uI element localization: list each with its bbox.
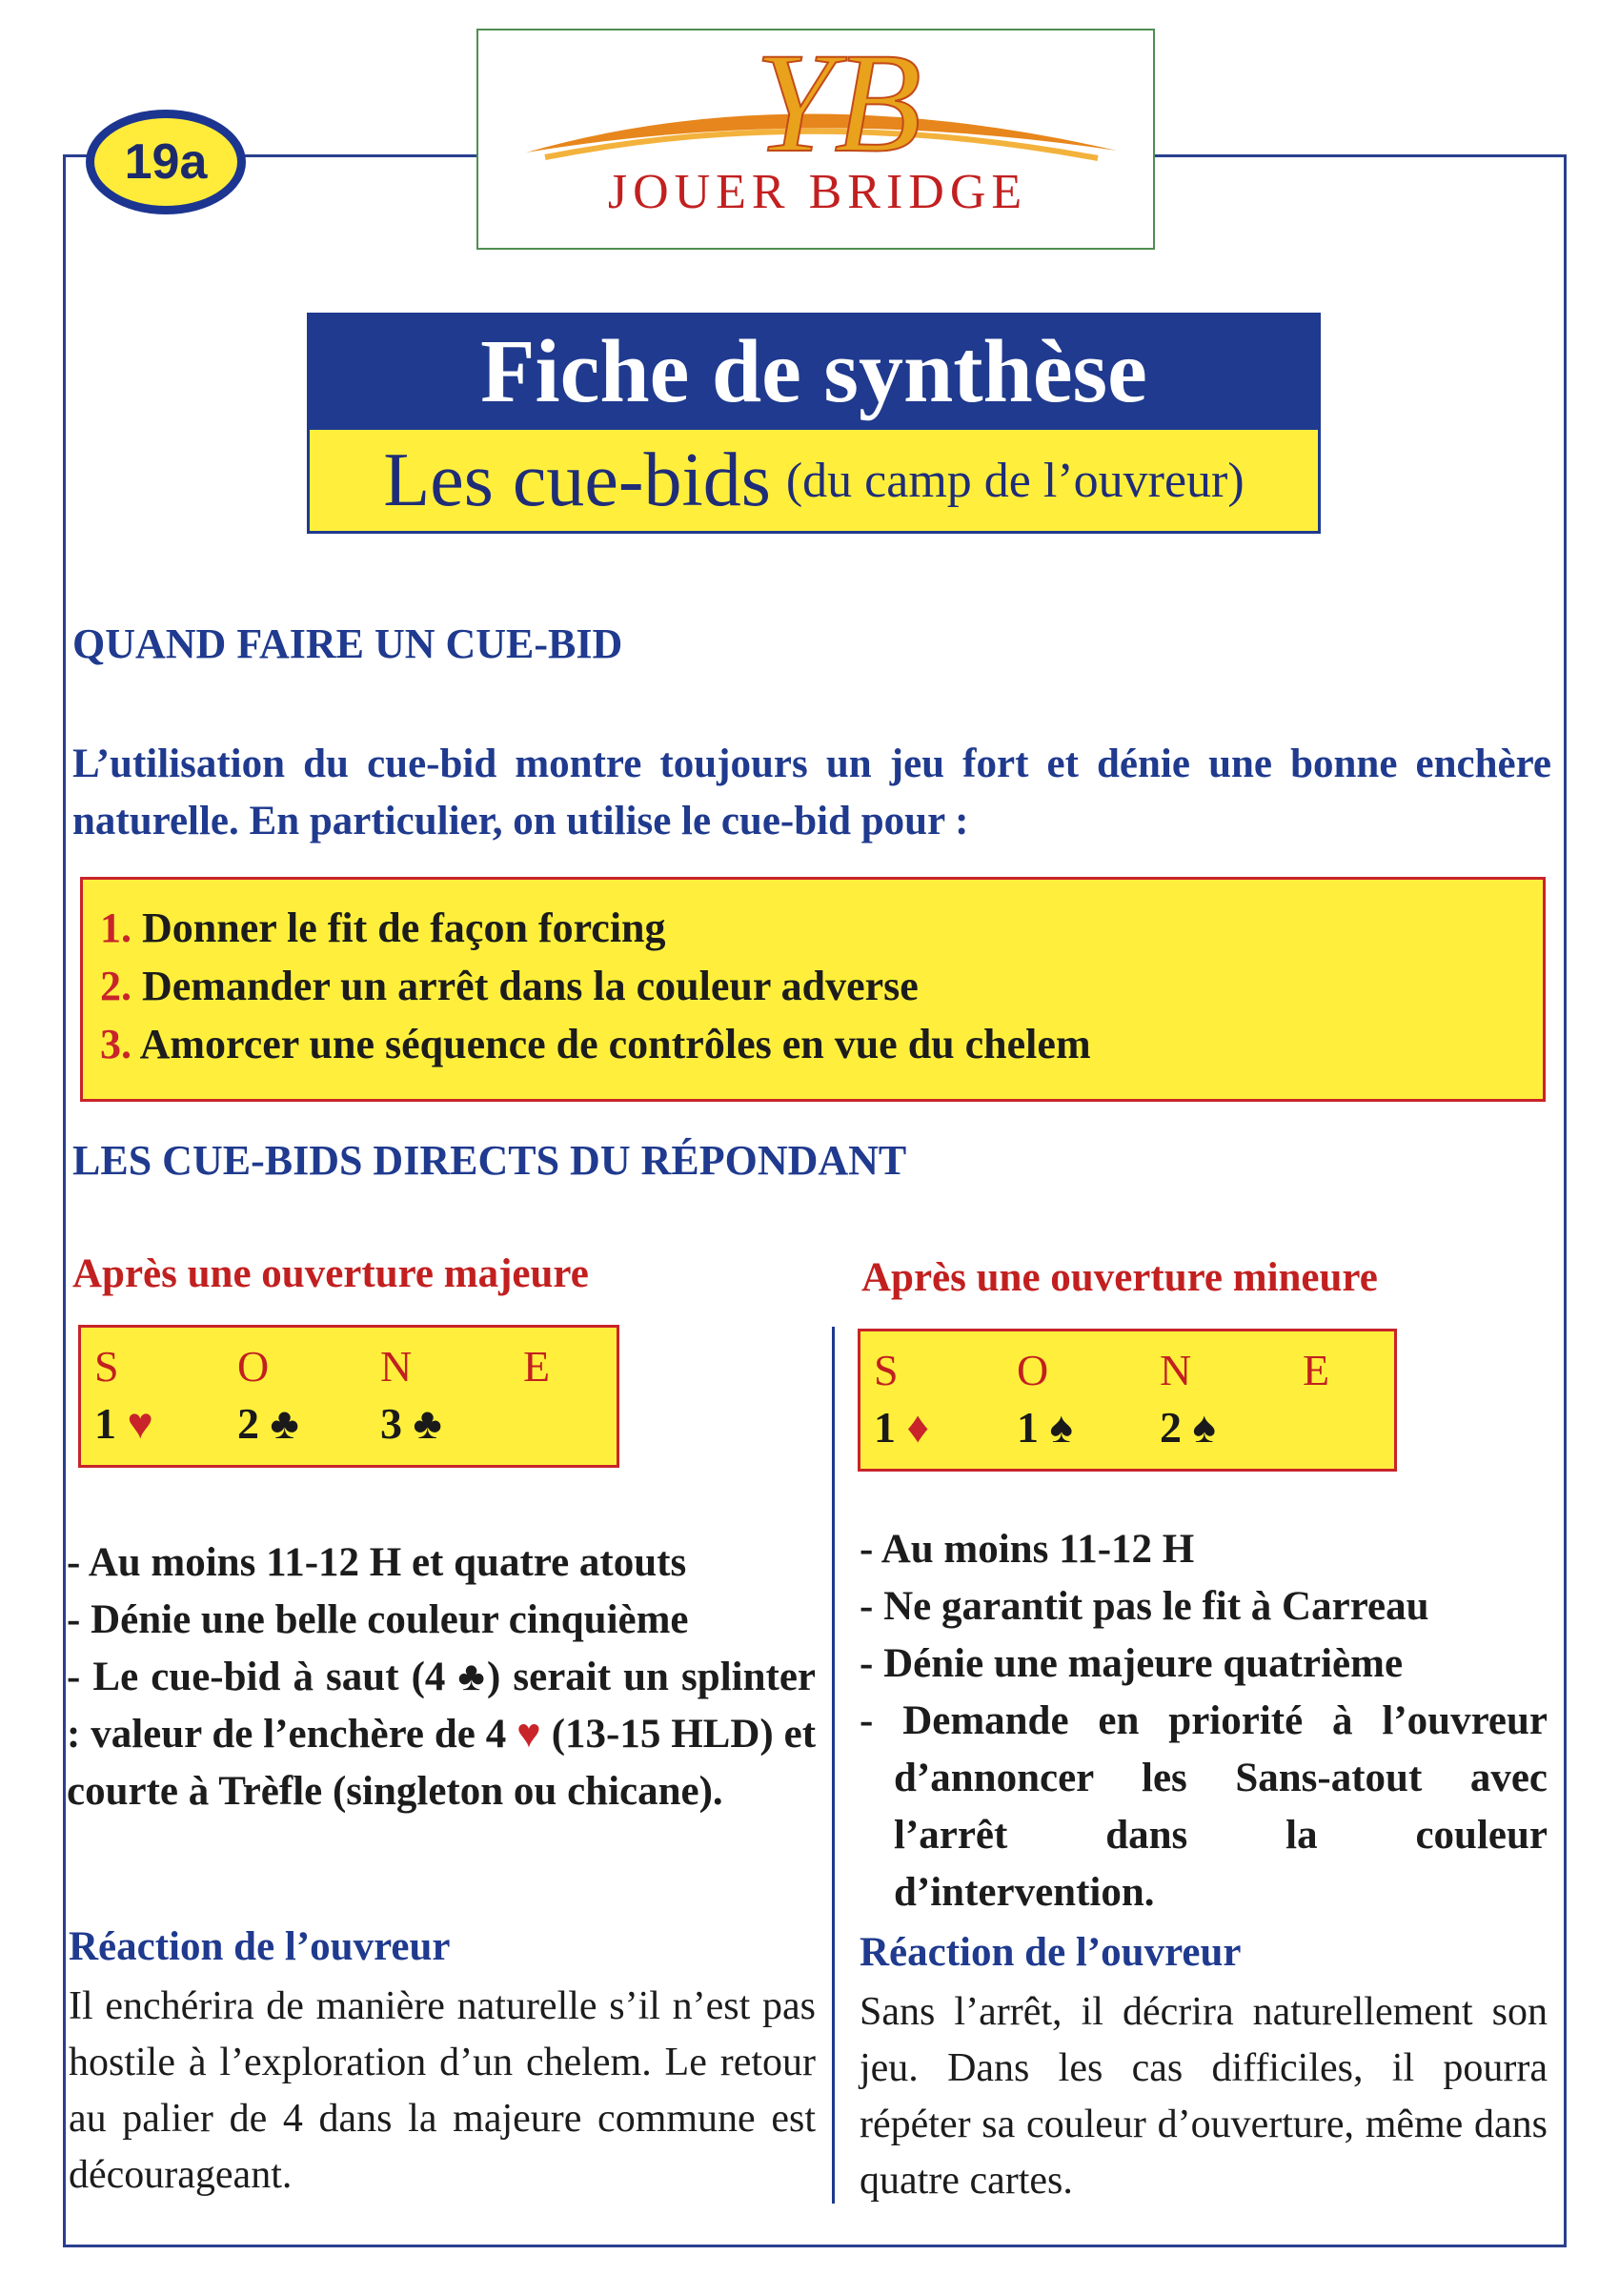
seat-n: N	[1160, 1346, 1192, 1394]
seat-o: O	[1017, 1346, 1049, 1394]
bid-cell: 2 ♣	[237, 1399, 299, 1448]
bid-cell: 2 ♠	[1160, 1403, 1216, 1452]
bid-cell: 1 ♠	[1017, 1403, 1073, 1452]
bullet-item: - Ne garantit pas le fit à Carreau	[860, 1584, 1429, 1629]
seat-e: E	[1303, 1346, 1330, 1394]
page-number: 19a	[94, 118, 237, 206]
right-column-title: Après une ouverture mineure	[861, 1255, 1378, 1300]
seat-s: S	[874, 1346, 899, 1394]
seat-s: S	[94, 1342, 119, 1391]
logo	[476, 29, 1155, 250]
bidding-table-major	[78, 1325, 619, 1468]
uses-list	[80, 877, 1546, 1102]
left-reaction-title: Réaction de l’ouvreur	[69, 1924, 451, 1969]
seat-e: E	[523, 1342, 551, 1391]
bullet-item: - Le cue-bid à saut (4 ♣) serait un splinter : valeur de l’enchère de 4 ♥ (13-15 HLD) et courte à Trèfle (singleton ou chicane).	[67, 1655, 817, 1814]
bullet-item: - Dénie une majeure quatrième	[860, 1641, 1404, 1686]
right-bullets	[860, 1521, 1548, 1921]
list-item: 3. Amorcer une séquence de contrôles en vue du chelem	[100, 1021, 1091, 1067]
bidding-table-minor	[858, 1329, 1397, 1472]
subtitle-main: Les cue-bids	[383, 437, 771, 522]
left-reaction-text: Il enchérira de manière naturelle s’il n’est pas hostile à l’exploration d’un chelem. Le retour au palier de 4 dans la majeure commune est décourageant.	[69, 1984, 816, 2197]
page-title: Fiche de synthèse	[307, 313, 1321, 431]
diamond-icon: ♦	[906, 1403, 929, 1452]
bullet-item: - Au moins 11-12 H	[860, 1527, 1195, 1572]
column-divider	[832, 1327, 835, 2204]
right-reaction-text: Sans l’arrêt, il décrira naturellement son jeu. Dans les cas difficiles, il pourra répéter sa couleur d’ouverture, même dans quatre cartes.	[860, 1990, 1548, 2203]
section-heading-direct: LES CUE-BIDS DIRECTS DU RÉPONDANT	[72, 1137, 907, 1184]
bullet-item: - Au moins 11-12 H et quatre atouts	[67, 1540, 687, 1585]
logo-swoosh-icon	[507, 38, 1128, 172]
page-subtitle	[307, 427, 1321, 534]
list-item: 2. Demander un arrêt dans la couleur adverse	[100, 963, 919, 1009]
club-icon: ♣	[413, 1399, 442, 1448]
bullet-item: - Dénie une belle couleur cinquième	[67, 1597, 689, 1642]
svg-text:YB: YB	[755, 38, 922, 172]
club-icon: ♣	[270, 1399, 299, 1448]
logo-text: JOUER BRIDGE	[607, 165, 1028, 219]
club-icon: ♣	[457, 1655, 488, 1699]
spade-icon: ♠	[1049, 1403, 1073, 1452]
intro-paragraph: L’utilisation du cue-bid montre toujours un jeu fort et dénie une bonne enchère naturelle. En particulier, on utilise le cue-bid pour :	[72, 742, 1551, 843]
list-item: 1. Donner le fit de façon forcing	[100, 904, 666, 951]
bullet-item: - Demande en priorité à l’ouvreur d’annoncer les Sans-atout avec l’arrêt dans la couleur d’intervention.	[860, 1698, 1548, 1915]
heart-icon: ♥	[516, 1712, 541, 1757]
seat-n: N	[380, 1342, 413, 1391]
heart-icon: ♥	[127, 1399, 153, 1448]
bid-cell: 1 ♥	[94, 1399, 153, 1448]
seat-o: O	[237, 1342, 270, 1391]
bid-cell: 3 ♣	[380, 1399, 442, 1448]
page-number-badge	[86, 110, 246, 214]
bid-cell: 1 ♦	[874, 1403, 929, 1452]
right-reaction-title: Réaction de l’ouvreur	[860, 1930, 1242, 1975]
section-heading-when: QUAND FAIRE UN CUE-BID	[72, 620, 623, 667]
subtitle-sub: (du camp de l’ouvreur)	[785, 453, 1245, 508]
left-column-title: Après une ouverture majeure	[72, 1251, 589, 1296]
spade-icon: ♠	[1192, 1403, 1216, 1452]
left-bullets	[67, 1534, 816, 1820]
